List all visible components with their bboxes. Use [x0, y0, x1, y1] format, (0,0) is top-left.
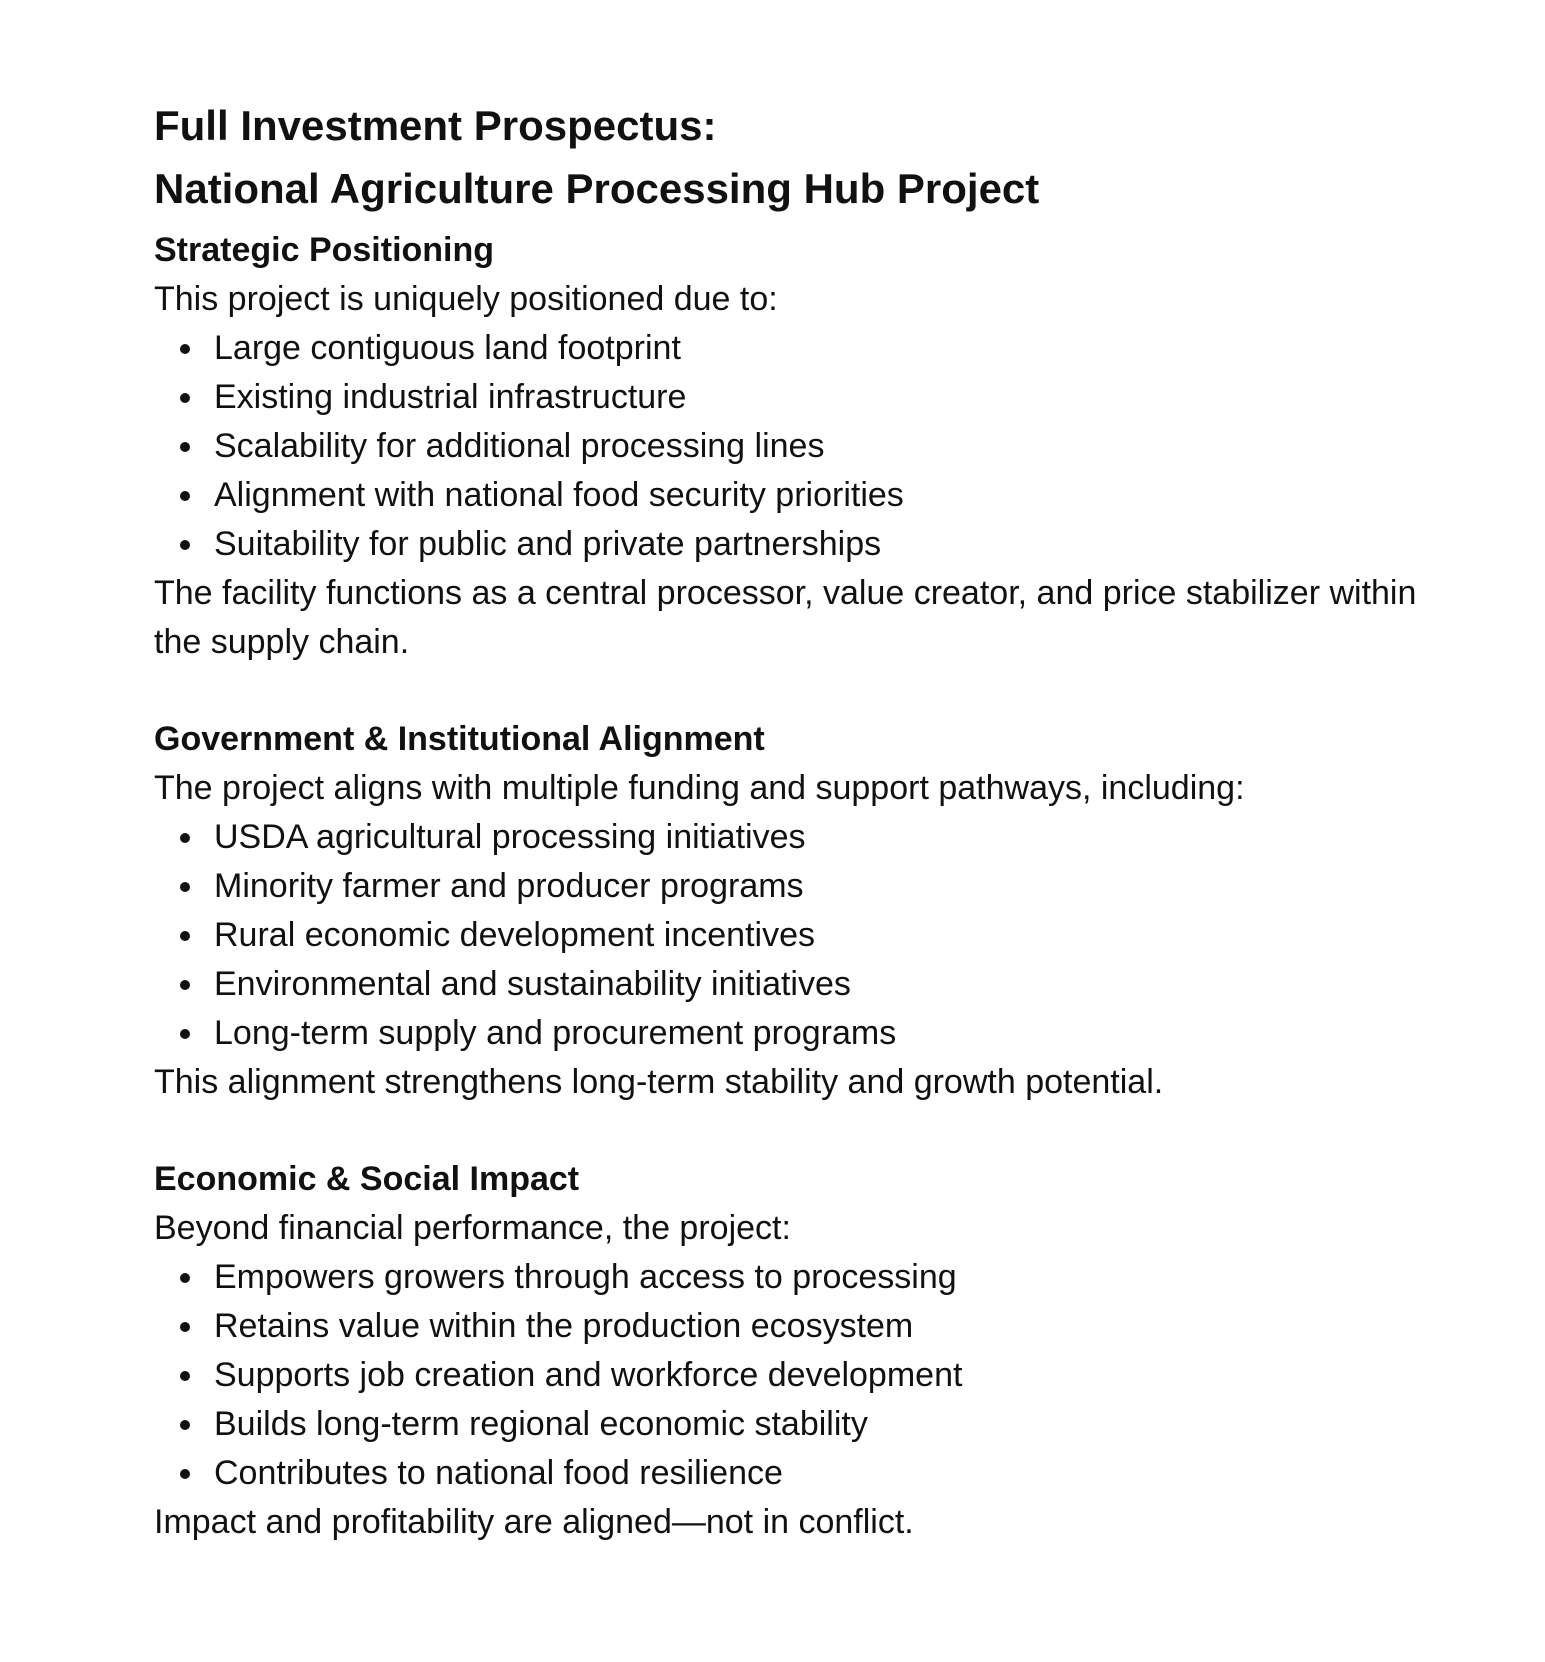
section-intro: This project is uniquely positioned due to: — [154, 280, 778, 318]
list-item — [154, 1302, 1454, 1351]
list-item — [154, 520, 1454, 569]
section-intro: The project aligns with multiple funding and support pathways, including: — [154, 769, 1245, 807]
bullet-list — [154, 1253, 1454, 1498]
list-item-text: Scalability for additional processing lines — [214, 427, 825, 465]
list-item-text: Environmental and sustainability initiatives — [214, 965, 851, 1003]
document — [154, 94, 1454, 1547]
bullet-icon — [180, 1469, 190, 1479]
bullet-icon — [180, 1420, 190, 1430]
list-item-text: Supports job creation and workforce development — [214, 1356, 963, 1394]
list-item — [154, 1400, 1454, 1449]
section-economic-social-impact — [154, 1155, 1454, 1547]
section-conclusion: This alignment strengthens long-term stability and growth potential. — [154, 1063, 1164, 1101]
bullet-icon — [180, 882, 190, 892]
list-item-text: Retains value within the production ecosystem — [214, 1307, 914, 1345]
list-item-text: Alignment with national food security priorities — [214, 476, 904, 514]
bullet-icon — [180, 491, 190, 501]
section-strategic-positioning — [154, 226, 1454, 667]
document-title-line-1: Full Investment Prospectus: — [154, 102, 717, 149]
list-item-text: Existing industrial infrastructure — [214, 378, 687, 416]
bullet-icon — [180, 1371, 190, 1381]
section-heading: Strategic Positioning — [154, 231, 495, 269]
list-item — [154, 1351, 1454, 1400]
list-item-text: Builds long-term regional economic stability — [214, 1405, 868, 1443]
list-item — [154, 422, 1454, 471]
section-heading: Government & Institutional Alignment — [154, 720, 765, 758]
bullet-icon — [180, 980, 190, 990]
section-conclusion: Impact and profitability are aligned—not in conflict. — [154, 1503, 914, 1541]
list-item — [154, 373, 1454, 422]
section-intro: Beyond financial performance, the project: — [154, 1209, 791, 1247]
list-item — [154, 1253, 1454, 1302]
document-title-line-2: National Agriculture Processing Hub Project — [154, 165, 1040, 212]
list-item-text: Empowers growers through access to processing — [214, 1258, 957, 1296]
section-conclusion: The facility functions as a central processor, value creator, and price stabilizer within the supply chain. — [154, 574, 1417, 661]
list-item — [154, 1009, 1454, 1058]
list-item — [154, 471, 1454, 520]
bullet-icon — [180, 1322, 190, 1332]
bullet-icon — [180, 1273, 190, 1283]
section-heading: Economic & Social Impact — [154, 1160, 580, 1198]
bullet-icon — [180, 442, 190, 452]
list-item — [154, 1449, 1454, 1498]
list-item — [154, 960, 1454, 1009]
bullet-list — [154, 813, 1454, 1058]
section-government-alignment — [154, 715, 1454, 1107]
bullet-icon — [180, 931, 190, 941]
list-item — [154, 813, 1454, 862]
list-item-text: Contributes to national food resilience — [214, 1454, 783, 1492]
bullet-icon — [180, 393, 190, 403]
list-item — [154, 862, 1454, 911]
list-item — [154, 911, 1454, 960]
list-item-text: Suitability for public and private partnerships — [214, 525, 882, 563]
bullet-icon — [180, 540, 190, 550]
bullet-icon — [180, 344, 190, 354]
list-item-text: Large contiguous land footprint — [214, 329, 681, 367]
list-item-text: Rural economic development incentives — [214, 916, 815, 954]
bullet-list — [154, 324, 1454, 569]
list-item-text: Long-term supply and procurement programs — [214, 1014, 897, 1052]
list-item-text: USDA agricultural processing initiatives — [214, 818, 806, 856]
bullet-icon — [180, 833, 190, 843]
list-item-text: Minority farmer and producer programs — [214, 867, 804, 905]
list-item — [154, 324, 1454, 373]
bullet-icon — [180, 1029, 190, 1039]
